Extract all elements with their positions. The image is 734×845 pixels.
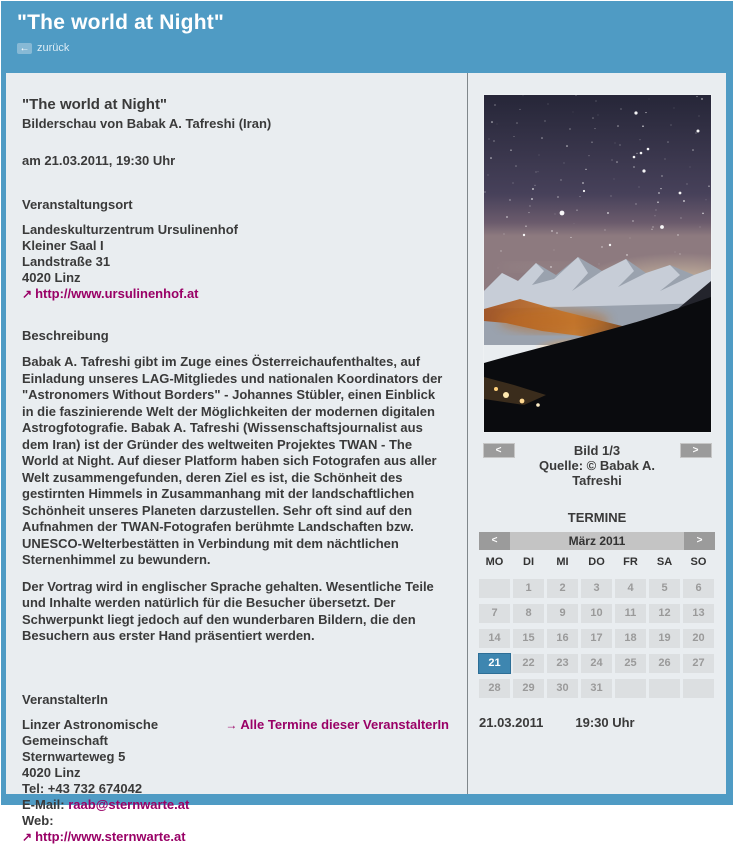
- page-title: "The world at Night": [17, 11, 225, 34]
- calendar-day-header: FR: [623, 556, 638, 568]
- calendar-day: [683, 679, 714, 698]
- calendar-day[interactable]: 9: [547, 604, 578, 623]
- calendar-day[interactable]: 8: [513, 604, 544, 623]
- calendar-grid: [479, 554, 715, 698]
- right-arrow-icon: →: [225, 717, 238, 732]
- calendar-day[interactable]: 6: [683, 579, 714, 598]
- email-link[interactable]: raab@sternwarte.at: [68, 796, 190, 812]
- calendar-day[interactable]: 31: [581, 679, 612, 698]
- calendar-day-header: MO: [485, 556, 504, 568]
- organizer-street: Sternwarteweg 5: [22, 748, 126, 764]
- email-label: E-Mail:: [22, 796, 65, 812]
- calendar-day[interactable]: 7: [479, 604, 510, 623]
- organizer-tel: Tel: +43 732 674042: [22, 780, 143, 796]
- all-dates-wrapper: [225, 717, 449, 845]
- calendar-day-header: SO: [690, 556, 707, 568]
- description-paragraph: Babak A. Tafreshi gibt im Zuge eines Österreichaufenthaltes, auf Einladung unseres LAG-Mitgliedes und nationalen Koordinators der "Astronomers Without Borders" - Johannes Stübler, einen Einblick in die faszinierende Welt der Möglichkeiten der modernen digitalen Astrogfotografie. Babak A. Tafreshi (Wissenschaftsjournalist aus dem Iran) ist der Gründer des weltweiten Projektes TWAN - The World at Night. Auf dieser Platform haben sich Fotografen aus aller Welt zusammengefunden, deren Ziel es ist, die Schönheit des gestirnten Himmels in Zusammanhang mit der landschaftlichen Schönheit unseres Planeten darzustellen. Sehr oft sind auf den Aufnahmen der TWAN-Fotografen berühmte Landschaften bzw. UNESCO-Welterbestätten in Verbindung mit dem nächtlichen Sternenhimmel zu bewundern.: [22, 354, 443, 567]
- venue-line: Kleiner Saal I: [22, 238, 104, 253]
- calendar-day[interactable]: 15: [513, 629, 544, 648]
- selected-date: 21.03.2011: [479, 715, 544, 730]
- calendar-next-button[interactable]: >: [684, 532, 715, 550]
- calendar-day[interactable]: 14: [479, 629, 510, 648]
- calendar-day-header: MI: [556, 556, 569, 568]
- venue-heading: Veranstaltungsort: [22, 197, 133, 212]
- venue-line: Landstraße 31: [22, 254, 111, 269]
- page-header: [1, 1, 733, 73]
- calendar-day[interactable]: 18: [615, 629, 646, 648]
- event-photo: [483, 94, 712, 433]
- venue-address: [22, 222, 449, 302]
- external-link-icon: ↗: [22, 829, 33, 844]
- calendar-day: [615, 679, 646, 698]
- description-heading: Beschreibung: [22, 328, 109, 343]
- calendar-day: [649, 679, 680, 698]
- calendar-day-header: DI: [523, 556, 534, 568]
- gallery-counter: Bild 1/3: [573, 443, 621, 458]
- calendar-day[interactable]: 26: [649, 654, 680, 673]
- calendar-day[interactable]: 27: [683, 654, 714, 673]
- calendar-day[interactable]: 28: [479, 679, 510, 698]
- calendar-day[interactable]: 10: [581, 604, 612, 623]
- calendar-day-selected[interactable]: 21: [479, 654, 510, 673]
- organizer-heading: VeranstalterIn: [22, 691, 108, 707]
- calendar-day[interactable]: 23: [547, 654, 578, 673]
- event-title: "The world at Night": [22, 96, 168, 113]
- calendar-day[interactable]: 24: [581, 654, 612, 673]
- organizer-city: 4020 Linz: [22, 764, 81, 780]
- calendar-day[interactable]: 11: [615, 604, 646, 623]
- gallery-next-button[interactable]: >: [680, 443, 712, 458]
- calendar-prev-button[interactable]: <: [479, 532, 510, 550]
- content-area: [6, 73, 726, 844]
- calendar-month-label: März 2011: [510, 532, 684, 550]
- all-dates-link[interactable]: Alle Termine dieser VeranstalterIn: [240, 716, 449, 732]
- sidebar-column: [468, 73, 726, 794]
- calendar-day[interactable]: 4: [615, 579, 646, 598]
- calendar-day-header: SA: [656, 556, 673, 568]
- calendar-day: [479, 579, 510, 598]
- gallery-prev-button[interactable]: <: [483, 443, 515, 458]
- event-subtitle: Bilderschau von Babak A. Tafreshi (Iran): [22, 116, 272, 131]
- back-arrow-icon: ←: [17, 43, 32, 54]
- organizer-name: Linzer Astronomische Gemeinschaft: [22, 716, 159, 748]
- organizer-details: [22, 692, 209, 845]
- calendar-day[interactable]: 16: [547, 629, 578, 648]
- calendar-day[interactable]: 29: [513, 679, 544, 698]
- web-label: Web:: [22, 812, 54, 828]
- calendar-day[interactable]: 12: [649, 604, 680, 623]
- calendar-day-header: DO: [588, 556, 605, 568]
- calendar-header: [479, 532, 715, 550]
- calendar-day[interactable]: 19: [649, 629, 680, 648]
- description-paragraph: Der Vortrag wird in englischer Sprache gehalten. Wesentliche Teile und Inhalte werden natürlich für die Besucher übersetzt. Der Schwerpunkt liegt jedoch auf den wunderbaren Bildern, die den Besuchern aus erster Hand präsentiert werden.: [22, 578, 434, 643]
- gallery-nav: [483, 443, 712, 488]
- calendar-day[interactable]: 5: [649, 579, 680, 598]
- calendar-day[interactable]: 20: [683, 629, 714, 648]
- calendar-day[interactable]: 13: [683, 604, 714, 623]
- calendar-day[interactable]: 3: [581, 579, 612, 598]
- termine-heading: TERMINE: [567, 510, 627, 525]
- calendar-day[interactable]: 22: [513, 654, 544, 673]
- event-datetime: am 21.03.2011, 19:30 Uhr: [22, 153, 176, 168]
- calendar-day[interactable]: 30: [547, 679, 578, 698]
- venue-line: Landeskulturzentrum Ursulinenhof: [22, 222, 238, 237]
- event-details-column: [6, 73, 468, 844]
- calendar-day[interactable]: 1: [513, 579, 544, 598]
- gallery-source: Quelle: © Babak A. Tafreshi: [538, 458, 656, 488]
- back-link[interactable]: [17, 42, 87, 54]
- external-link-icon: ↗: [22, 287, 33, 301]
- back-label: zurück: [37, 42, 70, 54]
- calendar: [479, 532, 715, 698]
- organizer-section: [22, 692, 449, 845]
- gallery-caption: [515, 443, 680, 488]
- selected-termin: [479, 715, 715, 730]
- calendar-day[interactable]: 2: [547, 579, 578, 598]
- page-frame: [1, 1, 733, 844]
- calendar-day[interactable]: 17: [581, 629, 612, 648]
- calendar-day[interactable]: 25: [615, 654, 646, 673]
- selected-time: 19:30 Uhr: [575, 715, 635, 730]
- venue-line: 4020 Linz: [22, 270, 81, 285]
- venue-link[interactable]: http://www.ursulinenhof.at: [35, 286, 199, 301]
- web-link[interactable]: http://www.sternwarte.at: [35, 828, 186, 844]
